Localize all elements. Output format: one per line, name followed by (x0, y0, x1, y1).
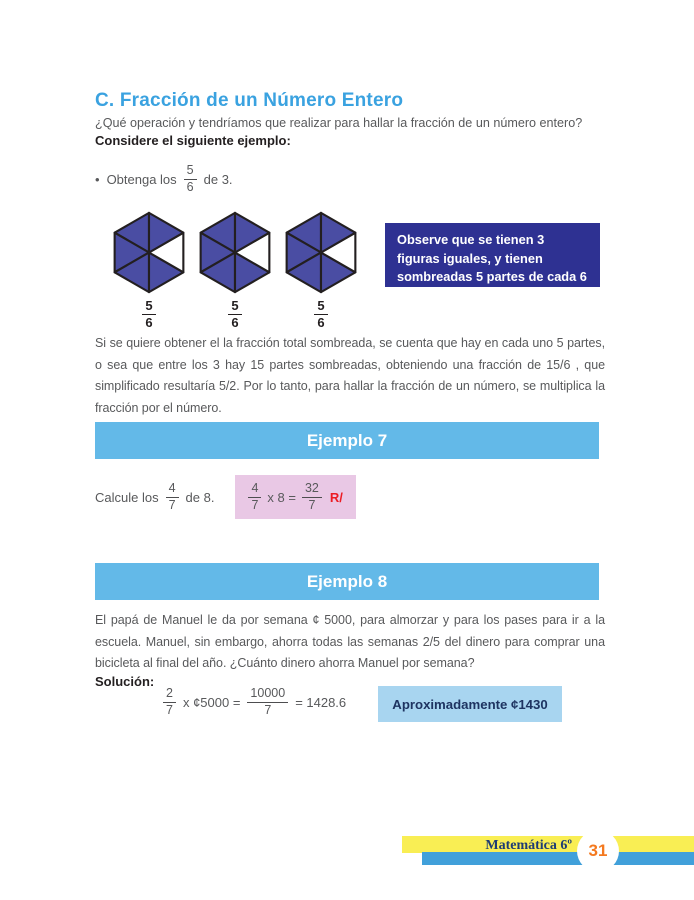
page-number-badge (577, 830, 619, 872)
page-number: 31 (588, 841, 608, 860)
fraction-four-sevenths: $\frac{4}{7}$ (166, 482, 179, 513)
example7-banner (95, 422, 599, 459)
example7-banner-label: Ejemplo 7 (306, 430, 388, 450)
equation-fraction: $\frac{4}{7}$ (248, 482, 261, 513)
figure-fraction-label: $\frac{5}{6}$ (228, 299, 241, 331)
example8-problem: El papá de Manuel le da por semana ¢ 5000, para almorzar y para los pases para ir a la escuela. Manuel, sin embargo, ahorra todas las semanas 2/5 del dinero para comprar una bicicleta al final del año. ¿Cuánto dinero ahorra Manuel por semana? (95, 613, 605, 670)
bullet-prefix: Obtenga los (106, 171, 177, 187)
equation-fraction: $\frac{32}{7}$ (302, 482, 322, 513)
fraction-five-sixths: $\frac{5}{6}$ (184, 164, 197, 195)
hexagon-figure-3 (284, 211, 358, 331)
hexagon-figure-2 (198, 211, 272, 331)
intro-question: ¿Qué operación y tendríamos que realizar para hallar la fracción de un número entero? (95, 116, 583, 130)
section-title: C. Fracción de un Número Entero (95, 90, 404, 111)
result-label: R/ (329, 489, 343, 505)
equation-operator: x 8 = (267, 489, 296, 505)
solution-label: Solución: (95, 674, 155, 689)
hexagon-five-sixths-icon (112, 211, 186, 294)
example7-exercise (95, 472, 356, 522)
approx-note-box: Aproximadamente ¢1430 (378, 686, 562, 722)
equation-operator: x ¢5000 = (182, 694, 241, 710)
example8-banner (95, 563, 599, 600)
solution-equation (163, 681, 346, 723)
consider-label: Considere el siguiente ejemplo: (95, 133, 291, 148)
bullet-instruction (95, 160, 233, 198)
bullet-marker: • (95, 171, 100, 187)
hexagon-five-sixths-icon (284, 211, 358, 294)
hexagon-figure-1 (112, 211, 186, 331)
example7-prompt-prefix: Calcule los (95, 489, 159, 505)
hexagon-figures (112, 211, 358, 331)
equation-fraction: $\frac{2}{7}$ (163, 687, 176, 718)
example7-answer-box (235, 475, 355, 520)
example8-banner-label: Ejemplo 8 (306, 571, 388, 591)
equation-fraction: $\frac{10000}{7}$ (247, 687, 288, 718)
explanation-paragraph: Si se quiere obtener el la fracción total sombreada, se cuenta que hay en cada uno 5 partes, o sea que entre los 3 hay 15 partes sombreadas, obteniendo una fracción de 15/6 , que simplificado resultaría 5/2. Por lo tanto, para hallar la fracción de un número, se multiplica la fracción por el número. (95, 336, 605, 415)
figure-fraction-label: $\frac{5}{6}$ (314, 299, 327, 331)
equation-result: = 1428.6 (295, 694, 347, 710)
figure-fraction-label: $\frac{5}{6}$ (142, 299, 155, 331)
book-title: Matemática 6º (485, 838, 572, 853)
hexagon-five-sixths-icon (198, 211, 272, 294)
observe-note-box: Observe que se tienen 3 figuras iguales, y tienen sombreadas 5 partes de cada 6 (385, 223, 600, 287)
example7-prompt-suffix: de 8. (185, 489, 215, 505)
bullet-suffix: de 3. (203, 171, 233, 187)
